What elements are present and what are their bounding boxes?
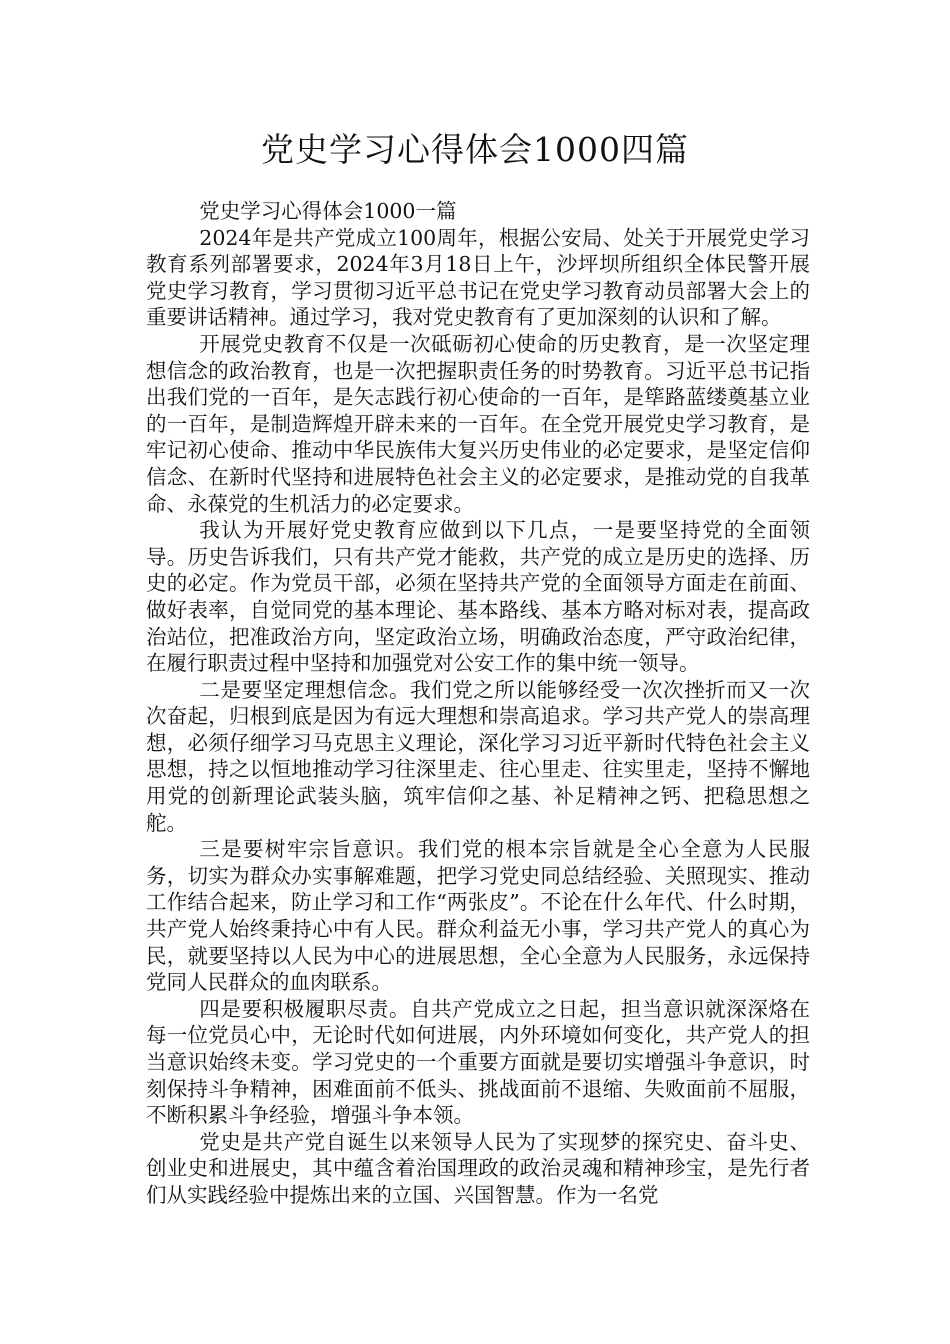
paragraph: 三是要树牢宗旨意识。我们党的根本宗旨就是全心全意为人民服务，切实为群众办实事解难题，把学习党史同总结经验、关照现实、推动工作结合起来，防止学习和工作“两张皮”。不论在什么年代、什么时期，共产党人始终秉持心中有人民。群众利益无小事，学习共产党人的真心为民，就要坚持以人民为中心的进展思想，全心全意为人民服务，永远保持党同人民群众的血肉联系。: [146, 837, 810, 995]
paragraph: 四是要积极履职尽责。自共产党成立之日起，担当意识就深深烙在每一位党员心中，无论时代如何进展，内外环境如何变化，共产党人的担当意识始终未变。学习党史的一个重要方面就是要切实增强斗争意识，时刻保持斗争精神，困难面前不低头、挑战面前不退缩、失败面前不屈服，不断积累斗争经验，增强斗争本领。: [146, 996, 810, 1128]
paragraph: 2024年是共产党成立100周年，根据公安局、处关于开展党史学习教育系列部署要求，2024年3月18日上午，沙坪坝所组织全体民警开展党史学习教育，学习贯彻习近平总书记在党史学习教育动员部署大会上的重要讲话精神。通过学习，我对党史教育有了更加深刻的认识和了解。: [146, 225, 810, 330]
section-subtitle: 党史学习心得体会1000一篇: [199, 199, 457, 223]
document-body: [146, 198, 810, 1209]
paragraph: 开展党史教育不仅是一次砥砺初心使命的历史教育，是一次坚定理想信念的政治教育，也是一次把握职责任务的时势教育。习近平总书记指出我们党的一百年，是矢志践行初心使命的一百年，是筚路蓝缕奠基立业的一百年，是制造辉煌开辟未来的一百年。在全党开展党史学习教育，是牢记初心使命、推动中华民族伟大复兴历史伟业的必定要求，是坚定信仰信念、在新时代坚持和进展特色社会主义的必定要求，是推动党的自我革命、永葆党的生机活力的必定要求。: [146, 331, 810, 516]
paragraph: 二是要坚定理想信念。我们党之所以能够经受一次次挫折而又一次次奋起，归根到底是因为有远大理想和崇高追求。学习共产党人的崇高理想，必须仔细学习马克思主义理论，深化学习习近平新时代特色社会主义思想，持之以恒地推动学习往深里走、往心里走、往实里走，坚持不懈地用党的创新理论武装头脑，筑牢信仰之基、补足精神之钙、把稳思想之舵。: [146, 677, 810, 835]
paragraph: 党史是共产党自诞生以来领导人民为了实现梦的探究史、奋斗史、创业史和进展史，其中蕴含着治国理政的政治灵魂和精神珍宝，是先行者们从实践经验中提炼出来的立国、兴国智慧。作为一名党: [146, 1129, 810, 1207]
paragraph: 我认为开展好党史教育应做到以下几点，一是要坚持党的全面领导。历史告诉我们，只有共产党才能救，共产党的成立是历史的选择、历史的必定。作为党员干部，必须在坚持共产党的全面领导方面走在前面、做好表率，自觉同党的基本理论、基本路线、基本方略对标对表，提高政治站位，把准政治方向，坚定政治立场，明确政治态度，严守政治纪律，在履行职责过程中坚持和加强党对公安工作的集中统一领导。: [146, 518, 810, 676]
document-title: 党史学习心得体会1000四篇: [261, 130, 689, 169]
